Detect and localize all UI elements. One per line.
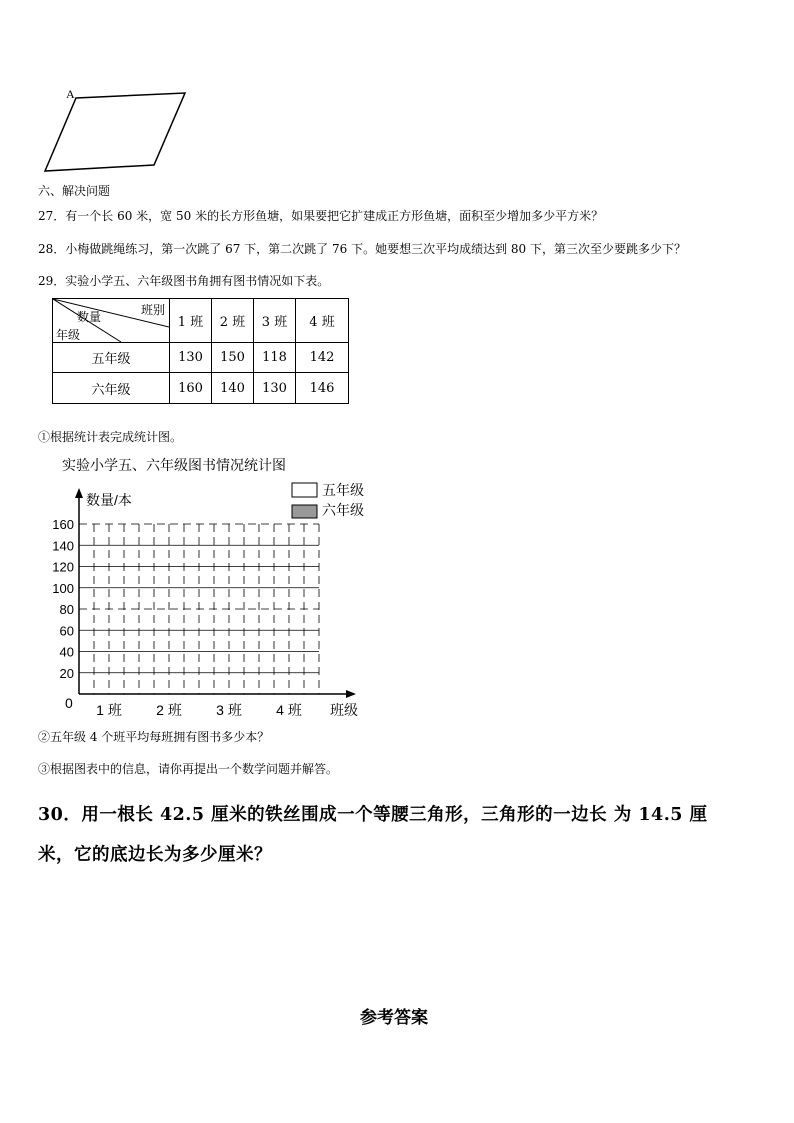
table-row	[53, 373, 349, 404]
y-tick-label: 160	[52, 517, 74, 532]
subquestion-2: ②五年级 4 个班平均每班拥有图书多少本？	[38, 730, 270, 744]
question-28: 28．小梅做跳绳练习，第一次跳了 67 下，第二次跳了 76 下。她要想三次平均成绩达到 80 下，第三次至少要跳多少下？	[38, 242, 686, 256]
y-tick-label: 40	[59, 644, 74, 660]
y-tick-label: 100	[52, 580, 74, 596]
y-axis-arrow	[75, 488, 83, 498]
chart-title: 实验小学五、六年级图书情况统计图	[62, 457, 286, 473]
answer-title: 参考答案	[360, 1008, 428, 1028]
vertex-label-a: A	[66, 87, 75, 101]
table-row	[53, 343, 349, 373]
origin-label: 0	[65, 695, 73, 711]
subquestion-1: ①根据统计表完成统计图。	[38, 430, 183, 444]
column-header: 2 班	[212, 299, 254, 343]
y-tick-label: 60	[59, 623, 74, 639]
x-tick-label: 2 班	[156, 702, 182, 718]
subquestion-3: ③根据图表中的信息，请你再提出一个数学问题并解答。	[38, 762, 339, 776]
row-label: 六年级	[53, 373, 170, 404]
section-title: 六、解决问题	[38, 184, 111, 198]
parallelogram-figure	[36, 84, 196, 174]
question-27: 27．有一个长 60 米，宽 50 米的长方形鱼塘，如果要把它扩建成正方形鱼塘，面积至少增加多少平方米？	[38, 209, 604, 223]
legend-swatch-grade6	[292, 505, 317, 518]
legend-swatch-grade5	[292, 483, 317, 497]
y-tick-label: 120	[52, 559, 74, 575]
parallelogram-shape	[45, 93, 185, 171]
bar-chart	[30, 450, 390, 725]
x-tick-label: 4 班	[276, 702, 302, 718]
table-corner-cell	[53, 299, 170, 343]
table-cell: 160	[170, 373, 212, 404]
legend-label-grade6: 六年级	[322, 502, 364, 518]
table-cell: 150	[212, 343, 254, 373]
x-axis-label: 班级	[330, 702, 358, 718]
column-header: 3 班	[254, 299, 296, 343]
row-label: 五年级	[53, 343, 170, 373]
question-29: 29．实验小学五、六年级图书角拥有图书情况如下表。	[38, 274, 330, 288]
y-axis-label: 数量/本	[86, 492, 132, 508]
table-cell: 130	[170, 343, 212, 373]
x-tick-label: 3 班	[216, 702, 242, 718]
column-header: 1 班	[170, 299, 212, 343]
corner-class-label: 班别	[140, 303, 165, 317]
y-tick-label: 80	[59, 602, 74, 617]
y-tick-label: 20	[59, 665, 74, 681]
table-cell: 118	[254, 343, 296, 373]
x-axis-arrow	[346, 690, 356, 698]
y-tick-label: 140	[52, 538, 74, 554]
table-cell: 146	[296, 373, 349, 404]
table-cell: 142	[296, 343, 349, 373]
table-cell: 130	[254, 373, 296, 404]
column-header: 4 班	[296, 299, 349, 343]
question-30: 30．用一根长 42.5 厘米的铁丝围成一个等腰三角形，三角形的一边长 为 14.5 厘米，它的底边长为多少厘米？	[38, 805, 708, 865]
book-stats-table	[52, 298, 349, 404]
corner-grade-label: 年级	[56, 328, 81, 342]
x-tick-label: 1 班	[96, 702, 122, 718]
table-cell: 140	[212, 373, 254, 404]
legend-label-grade5: 五年级	[322, 482, 364, 498]
corner-qty-label: 数量	[77, 310, 102, 324]
